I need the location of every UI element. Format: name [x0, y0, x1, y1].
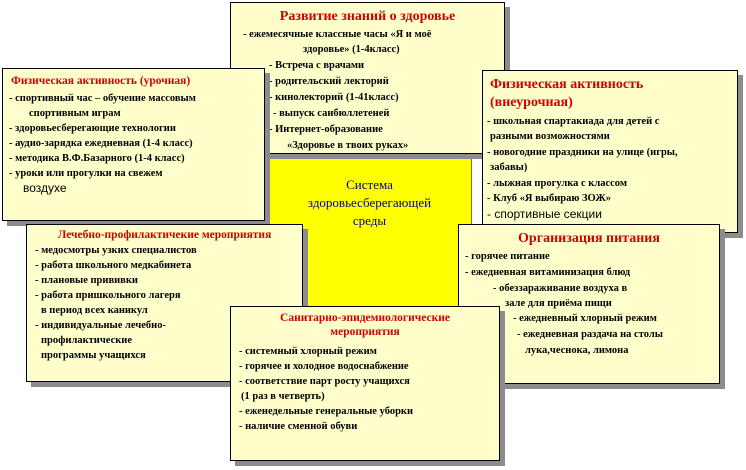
- box-title: Развитие знаний о здоровье: [279, 9, 456, 24]
- list-item: в период всех каникул: [41, 305, 148, 316]
- list-item: спортивным играм: [29, 108, 121, 119]
- box-title: Лечебно-профилактичекие мероприятия: [57, 229, 272, 241]
- box-physical-activity-extracurricular: [482, 70, 738, 233]
- list-item: - обеззараживание воздуха в: [493, 283, 628, 294]
- list-item: - новогодние праздники на улице (игры,: [487, 147, 678, 158]
- list-item: - ежемесячные классные часы «Я и моё: [243, 29, 432, 40]
- center-line-2: здоровьесберегающей: [307, 195, 432, 210]
- center-line-3: среды: [352, 213, 387, 228]
- list-item: - наличие сменной обуви: [239, 421, 358, 432]
- box-title: Организация питания: [518, 231, 660, 246]
- box-title-line-1: Санитарно-эпидемиологические: [280, 312, 450, 324]
- list-item: - работа школьного медкабинета: [35, 260, 192, 271]
- list-item: - аудио-зарядка ежедневная (1-4 класс): [9, 138, 193, 149]
- list-item: - родительский лекторий: [269, 76, 389, 87]
- list-item: - Интернет-образование: [269, 124, 383, 135]
- box-title: Физическая активность (урочная): [11, 75, 191, 87]
- list-item: - ежедневная витаминизация блюд: [465, 267, 631, 278]
- list-item: - спортивные секции: [487, 207, 602, 221]
- list-item: профилактические: [41, 335, 132, 346]
- list-item: - кинолекторий (1-41класс): [269, 92, 399, 103]
- list-item: - системный хлорный режим: [239, 346, 377, 357]
- center-line-1: Система: [346, 177, 393, 192]
- list-item: - еженедельные генеральные уборки: [239, 406, 414, 417]
- list-item: - Встреча с врачами: [269, 60, 365, 71]
- list-item: «Здоровье в твоих руках»: [287, 140, 409, 151]
- list-item: - Клуб «Я выбираю ЗОЖ»: [487, 193, 612, 204]
- list-item: - ежедневная раздача на столы: [517, 329, 663, 340]
- box-health-knowledge: [230, 2, 505, 154]
- list-item: - здоровьесберегающие технологии: [9, 123, 176, 134]
- list-item: - лыжная прогулка с классом: [487, 178, 627, 189]
- box-sanitary-epidemiological: [230, 306, 500, 461]
- list-item: - индивидуальные лечебно-: [35, 320, 166, 331]
- list-item: (1 раз в четверть): [241, 391, 325, 402]
- box-physical-activity-lessons: [2, 68, 265, 221]
- box-title-line-2: (внеурочная): [490, 95, 573, 110]
- list-item: - выпуск санбюллетеней: [273, 108, 390, 119]
- list-item: - спортивный час – обучение массовым: [9, 93, 196, 104]
- box-title-line-2: мероприятия: [330, 326, 400, 338]
- list-item: - работа пришкольного лагеря: [35, 290, 181, 301]
- list-item: - ежедневный хлорный режим: [513, 313, 657, 324]
- list-item: - уроки или прогулки на свежем: [9, 168, 163, 179]
- list-item: зале для приёма пищи: [505, 298, 612, 309]
- list-item: - плановые прививки: [35, 275, 138, 286]
- list-item: - школьная спартакиада для детей с: [487, 116, 660, 127]
- list-item: - горячее питание: [465, 251, 550, 262]
- list-item: здоровье» (1-4класс): [303, 44, 400, 55]
- list-item: - методика В.Ф.Базарного (1-4 класс): [9, 153, 185, 164]
- list-item: - соответствие парт росту учащихся: [239, 376, 410, 387]
- list-item: - горячее и холодное водоснабжение: [239, 361, 409, 372]
- box-title-line-1: Физическая активность: [490, 77, 644, 92]
- list-item: разными возможностями: [490, 131, 610, 142]
- list-item: забавы): [490, 162, 528, 173]
- list-item: лука,чеснока, лимона: [525, 345, 629, 356]
- list-item: воздухе: [23, 181, 67, 195]
- list-item: программы учащихся: [41, 350, 146, 361]
- list-item: - медосмотры узких специалистов: [35, 245, 197, 256]
